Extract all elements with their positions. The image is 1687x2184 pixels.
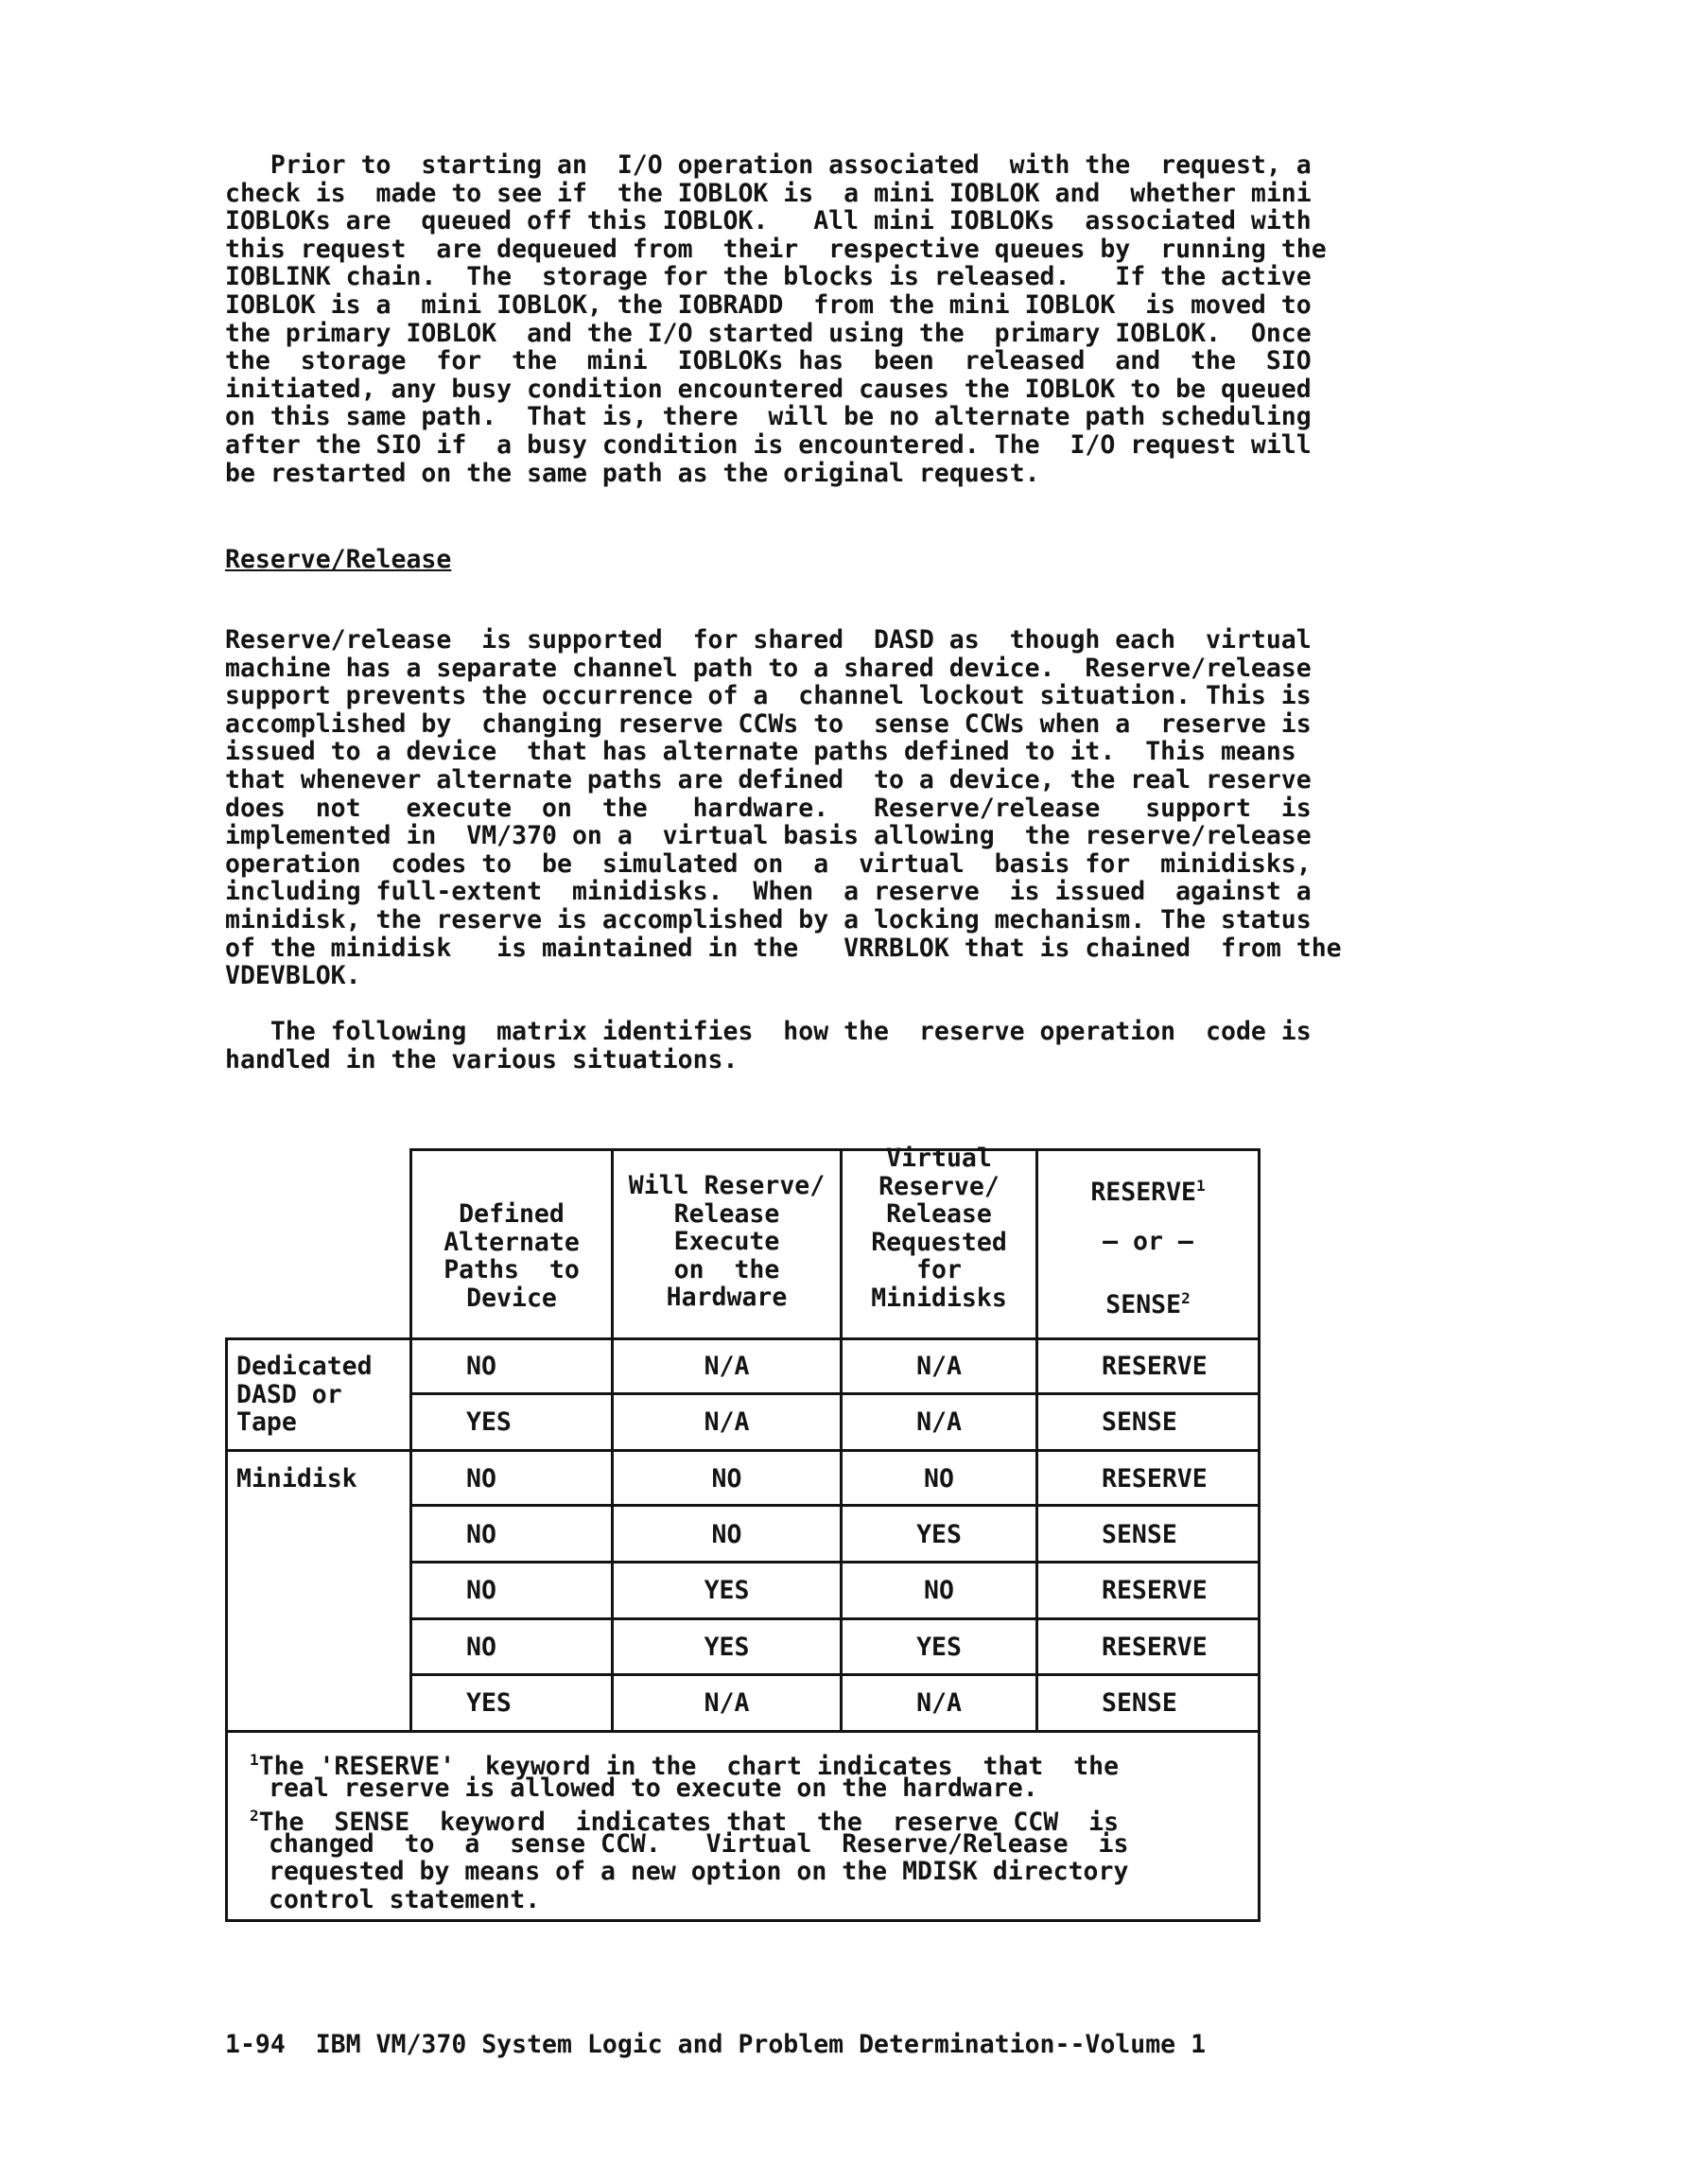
header-defined-paths: Defined Alternate Paths to Device <box>443 1199 580 1313</box>
table-cell: YES <box>466 1688 512 1718</box>
table-cell: N/A <box>704 1407 750 1437</box>
table-cell: YES <box>916 1633 962 1662</box>
table-cell: NO <box>711 1464 742 1494</box>
table-cell: SENSE <box>1102 1407 1177 1437</box>
group-label-dedicated: Dedicated DASD or Tape <box>236 1352 373 1438</box>
matrix-intro-paragraph: The following matrix identifies how the reserve operation code is handled in the various situations. <box>225 1017 1312 1075</box>
footnote-1-cont: real reserve is allowed to execute on the hardware. <box>269 1773 1038 1803</box>
table-cell: RESERVE <box>1102 1633 1208 1662</box>
table-cell: NO <box>924 1464 954 1494</box>
footnote-2-cont-c: control statement. <box>269 1885 541 1914</box>
table-cell: NO <box>466 1464 496 1494</box>
table-cell: NO <box>466 1576 496 1605</box>
table-cell: N/A <box>916 1352 962 1381</box>
table-cell: RESERVE <box>1102 1352 1208 1381</box>
table-cell: NO <box>466 1352 496 1381</box>
table-cell: YES <box>466 1407 512 1437</box>
section-heading: Reserve/Release <box>225 545 452 574</box>
table-cell: SENSE <box>1102 1520 1177 1549</box>
table-cell: YES <box>704 1576 750 1605</box>
header-sense: SENSE$^2$ <box>1105 1289 1191 1319</box>
table-cell: NO <box>466 1633 496 1662</box>
footnote-2-cont-b: requested by means of a new option on the MDISK directory <box>269 1857 1129 1886</box>
table-cell: N/A <box>704 1688 750 1718</box>
table-cell: N/A <box>916 1407 962 1437</box>
header-reserve: RESERVE$^1$ <box>1090 1177 1206 1207</box>
table-cell: YES <box>916 1520 962 1549</box>
table-cell: N/A <box>704 1352 750 1381</box>
table-cell: NO <box>711 1520 742 1549</box>
header-or: — or — <box>1103 1227 1193 1256</box>
footnote-2: $^2$The SENSE keyword indicates that the reserve CCW is <box>250 1807 1120 1837</box>
table-cell: YES <box>704 1633 750 1662</box>
reserve-release-paragraph: Reserve/release is supported for shared DASD as though each virtual machine has a separate channel path to a shared device. Reserve/release support prevents the occurrence of a channel lockout situation. This is accomplished by changing reserve CCWs to sense CCWs when a reserve is issued to a device that has alternate paths defined to it. This means that whenever alternate paths are defined to a device, the real reserve does not execute on the hardware. Reserve/release support is implemented in VM/370 on a virtual basis allowing the reserve/release operation codes to be simulated on a virtual basis for minidisks, including full-extent minidisks. When a reserve is issued against a minidisk, the reserve is accomplished by a locking mechanism. The status of the minidisk is maintained in the VRRBLOK that is chained from the VDEVBLOK. <box>225 625 1342 991</box>
footnote-2-cont-a: changed to a sense CCW. Virtual Reserve/Release is <box>269 1829 1129 1859</box>
intro-paragraph: Prior to starting an I/O operation associated with the request, a check is made to see if the IOBLOK is a mini IOBLOK and whether mini IOBLOKs are queued off this IOBLOK. All mini IOBLOKs associated with this request are dequeued from their respective queues by running the IOBLINK chain. The storage for the blocks is released. If the active IOBLOK is a mini IOBLOK, the IOBRADD from the mini IOBLOK is moved to the primary IOBLOK and the I/O started using the primary IOBLOK. Once the storage for the mini IOBLOKs has been released and the SIO initiated, any busy condition encountered causes the IOBLOK to be queued on this same path. That is, there will be no alternate path scheduling after the SIO if a busy condition is encountered. The I/O request will be restarted on the same path as the original request. <box>225 150 1327 488</box>
header-will-reserve: Will Reserve/ Release Execute on the Hardware <box>628 1171 826 1313</box>
table-cell: SENSE <box>1102 1688 1177 1718</box>
table-cell: NO <box>466 1520 496 1549</box>
table-cell: NO <box>924 1576 954 1605</box>
table-cell: RESERVE <box>1102 1464 1208 1494</box>
table-cell: N/A <box>916 1688 962 1718</box>
table-cell: RESERVE <box>1102 1576 1208 1605</box>
page-footer: 1-94 IBM VM/370 System Logic and Problem Determination--Volume 1 <box>225 2030 1207 2059</box>
footnote-1: $^1$The 'RESERVE' keyword in the chart indicates that the <box>250 1751 1120 1781</box>
header-virtual-reserve: Virtual Reserve/ Release Requested for Minidisks <box>871 1144 1007 1313</box>
group-label-minidisk: Minidisk <box>236 1464 357 1494</box>
